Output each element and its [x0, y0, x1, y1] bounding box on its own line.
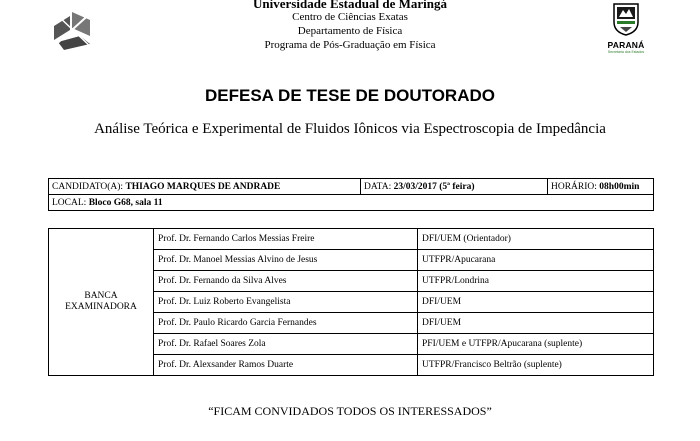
candidate-label: CANDIDATO(A): — [52, 181, 124, 192]
time-value: 08h00min — [599, 181, 640, 192]
local-value: Bloco G68, sala 11 — [88, 197, 163, 208]
department-name: Departamento de Física — [297, 25, 403, 37]
thesis-title: Análise Teórica e Experimental de Fluidos Iônicos via Espectroscopia de Impedância — [94, 121, 606, 137]
parana-name: PARANÁ — [607, 40, 645, 50]
institution-header — [200, 0, 500, 52]
defense-info-table — [48, 178, 654, 211]
university-name: Universidade Estadual de Maringá — [253, 0, 447, 11]
committee-label: BANCA EXAMINADORA — [49, 229, 154, 376]
committee-row — [49, 229, 654, 250]
member-name: Prof. Dr. Luiz Roberto Evangelista — [154, 292, 418, 313]
member-affiliation: DFI/UEM — [418, 313, 654, 334]
parana-crest-icon — [611, 2, 641, 36]
member-name: Prof. Dr. Paulo Ricardo Garcia Fernandes — [154, 313, 418, 334]
member-affiliation: DFI/UEM — [418, 292, 654, 313]
member-affiliation: UTFPR/Londrina — [418, 271, 654, 292]
parana-subtitle: Secretaria dos Estados — [607, 50, 645, 54]
candidate-cell — [49, 179, 361, 195]
invitation-footer: “FICAM CONVIDADOS TODOS OS INTERESSADOS” — [208, 404, 492, 418]
member-affiliation: PFI/UEM e UTFPR/Apucarana (suplente) — [418, 334, 654, 355]
document-title: DEFESA DE TESE DE DOUTORADO — [205, 86, 495, 105]
time-label: HORÁRIO: — [551, 181, 597, 192]
member-affiliation: UTFPR/Apucarana — [418, 250, 654, 271]
member-name: Prof. Dr. Alexsander Ramos Duarte — [154, 355, 418, 376]
info-row-main — [49, 179, 654, 195]
date-value: 23/03/2017 (5ª feira) — [393, 181, 475, 192]
date-label: DATA: — [364, 181, 392, 192]
center-name: Centro de Ciências Exatas — [292, 11, 408, 23]
date-cell — [361, 179, 548, 195]
time-cell — [548, 179, 654, 195]
member-affiliation: DFI/UEM (Orientador) — [418, 229, 654, 250]
member-name: Prof. Dr. Fernando Carlos Messias Freire — [154, 229, 418, 250]
info-row-local — [49, 195, 654, 211]
member-name: Prof. Dr. Manoel Messias Alvino de Jesus — [154, 250, 418, 271]
candidate-name: THIAGO MARQUES DE ANDRADE — [125, 181, 281, 192]
member-affiliation: UTFPR/Francisco Beltrão (suplente) — [418, 355, 654, 376]
member-name: Prof. Dr. Fernando da Silva Alves — [154, 271, 418, 292]
local-label: LOCAL: — [52, 197, 87, 208]
local-cell — [49, 195, 654, 211]
committee-table — [48, 228, 654, 376]
member-name: Prof. Dr. Rafael Soares Zola — [154, 334, 418, 355]
uem-logo-icon — [50, 6, 96, 52]
program-name: Programa de Pós-Graduação em Física — [264, 39, 436, 51]
parana-logo — [600, 2, 652, 60]
